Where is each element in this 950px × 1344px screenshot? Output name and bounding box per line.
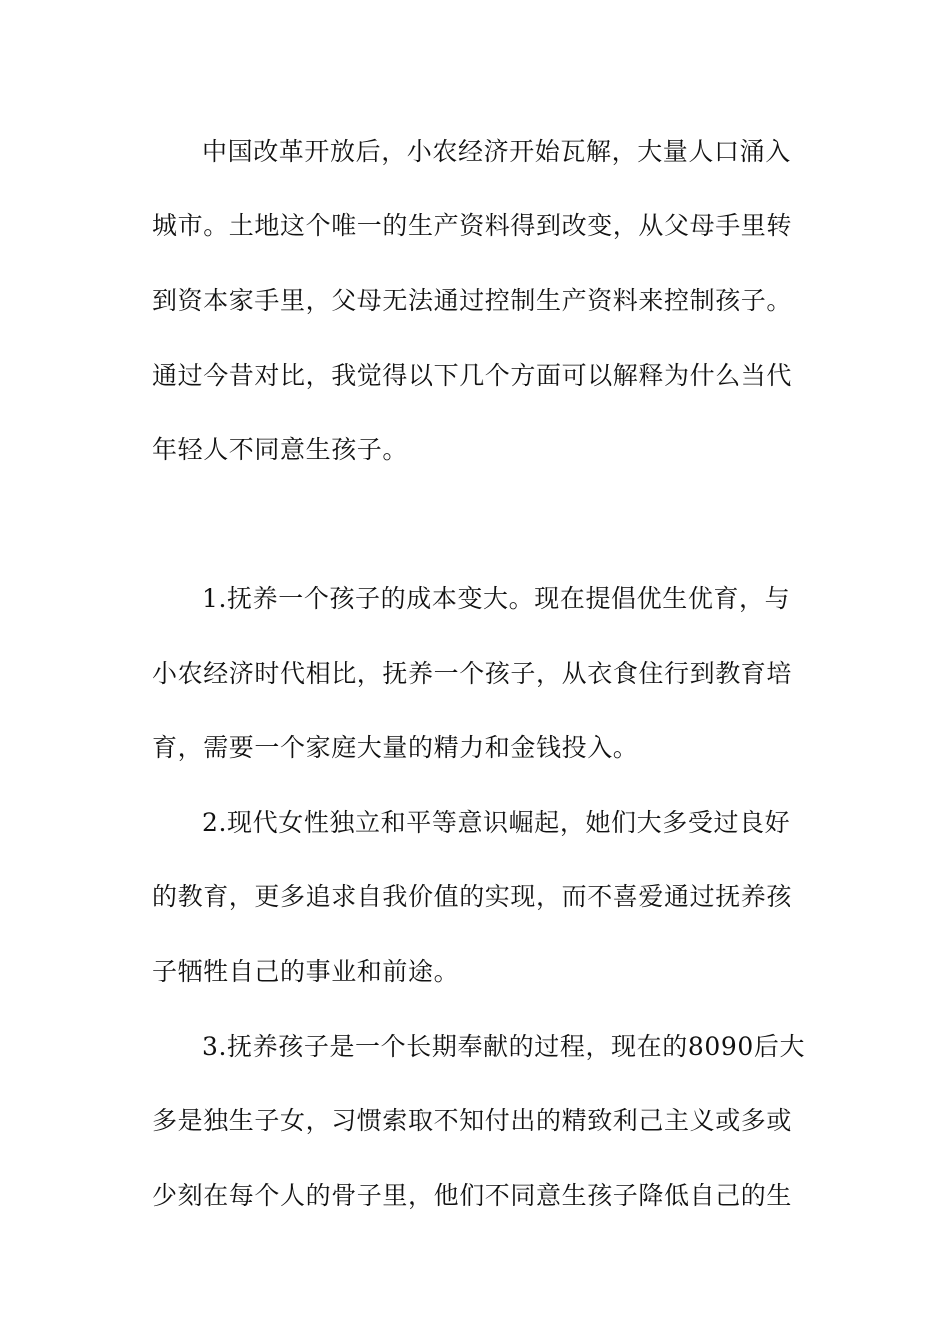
paragraph-1-line-1: 中国改革开放后，小农经济开始瓦解，大量人口涌入 xyxy=(202,137,791,166)
item-3-line-1: 3.抚养孩子是一个长期奉献的过程，现在的8090后大 xyxy=(202,1032,806,1061)
paragraph-1-line-5: 年轻人不同意生孩子。 xyxy=(152,435,409,464)
item-1-line-1: 1.抚养一个孩子的成本变大。现在提倡优生优育，与 xyxy=(202,584,791,613)
item-1-line-2: 小农经济时代相比，抚养一个孩子，从衣食住行到教育培 xyxy=(152,659,793,688)
item-2-line-2: 的教育，更多追求自我价值的实现，而不喜爱通过抚养孩 xyxy=(152,882,793,911)
item-2-line-3: 子牺牲自己的事业和前途。 xyxy=(152,957,460,986)
item-3-line-2: 多是独生子女，习惯索取不知付出的精致利己主义或多或 xyxy=(152,1106,793,1135)
paragraph-1-line-2: 城市。土地这个唯一的生产资料得到改变，从父母手里转 xyxy=(152,211,793,240)
item-1-line-3: 育，需要一个家庭大量的精力和金钱投入。 xyxy=(152,733,639,762)
item-2-line-1: 2.现代女性独立和平等意识崛起，她们大多受过良好 xyxy=(202,808,791,837)
item-3-line-3: 少刻在每个人的骨子里，他们不同意生孩子降低自己的生 xyxy=(152,1181,793,1210)
paragraph-1-line-4: 通过今昔对比，我觉得以下几个方面可以解释为什么当代 xyxy=(152,361,793,390)
paragraph-1-line-3: 到资本家手里，父母无法通过控制生产资料来控制孩子。 xyxy=(152,286,793,315)
